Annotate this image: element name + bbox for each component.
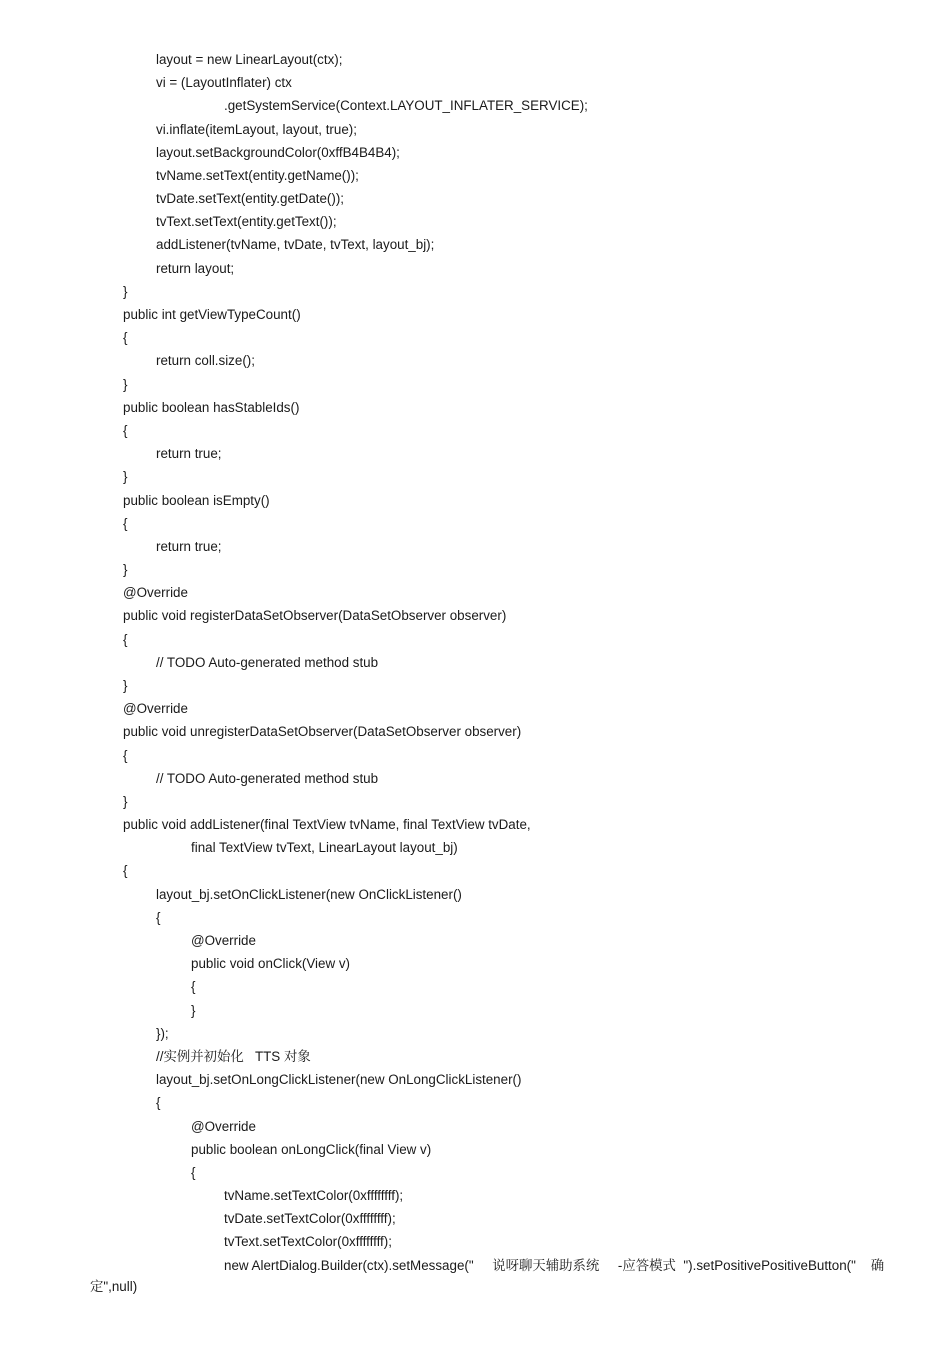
code-line: return coll.size(); <box>156 353 255 368</box>
code-line: tvDate.setTextColor(0xffffffff); <box>224 1211 396 1226</box>
code-line: vi = (LayoutInflater) ctx <box>156 75 292 90</box>
code-line: } <box>123 469 128 484</box>
code-line: public void addListener(final TextView tvName, final TextView tvDate, <box>123 817 531 832</box>
code-line: } <box>123 562 128 577</box>
code-line: { <box>191 979 196 994</box>
code-line: //实例并初始化 TTS 对象 <box>156 1049 311 1064</box>
code-line: 定",null) <box>90 1279 138 1294</box>
code-line: { <box>156 910 161 925</box>
code-line: } <box>123 678 128 693</box>
code-line: { <box>191 1165 196 1180</box>
code-line: public boolean isEmpty() <box>123 493 270 508</box>
code-line: @Override <box>123 701 188 716</box>
code-line: return true; <box>156 539 222 554</box>
code-line: public boolean onLongClick(final View v) <box>191 1142 432 1157</box>
code-line: }); <box>156 1026 169 1041</box>
code-line: layout_bj.setOnClickListener(new OnClickListener() <box>156 887 462 902</box>
code-line: addListener(tvName, tvDate, tvText, layout_bj); <box>156 237 435 252</box>
code-line: return true; <box>156 446 222 461</box>
code-line: layout = new LinearLayout(ctx); <box>156 52 343 67</box>
code-line: tvName.setText(entity.getName()); <box>156 168 359 183</box>
code-line: public void onClick(View v) <box>191 956 351 971</box>
code-line: vi.inflate(itemLayout, layout, true); <box>156 122 357 137</box>
code-line: return layout; <box>156 261 235 276</box>
code-line: } <box>123 284 128 299</box>
code-line: // TODO Auto-generated method stub <box>156 771 379 786</box>
code-line: new AlertDialog.Builder(ctx).setMessage(" 说呀聊天辅助系统 -应答模式 ").setPositivePositiveButton(" 确 <box>224 1258 885 1273</box>
code-line: layout_bj.setOnLongClickListener(new OnLongClickListener() <box>156 1072 522 1087</box>
code-line: layout.setBackgroundColor(0xffB4B4B4); <box>156 145 400 160</box>
code-line: tvDate.setText(entity.getDate()); <box>156 191 345 206</box>
code-line: public boolean hasStableIds() <box>123 400 300 415</box>
code-line: { <box>123 330 128 345</box>
code-line: public int getViewTypeCount() <box>123 307 301 322</box>
code-line: @Override <box>123 585 188 600</box>
code-line: { <box>123 863 128 878</box>
code-line: { <box>156 1095 161 1110</box>
code-line: @Override <box>191 933 256 948</box>
code-line: } <box>123 377 128 392</box>
code-line: .getSystemService(Context.LAYOUT_INFLATER_SERVICE); <box>224 98 588 113</box>
code-line: @Override <box>191 1119 256 1134</box>
code-line: { <box>123 748 128 763</box>
code-line: tvName.setTextColor(0xffffffff); <box>224 1188 404 1203</box>
code-line: } <box>191 1003 196 1018</box>
code-line: final TextView tvText, LinearLayout layout_bj) <box>191 840 458 855</box>
code-line: { <box>123 423 128 438</box>
code-line: tvText.setText(entity.getText()); <box>156 214 337 229</box>
code-line: // TODO Auto-generated method stub <box>156 655 379 670</box>
code-line: public void registerDataSetObserver(DataSetObserver observer) <box>123 608 507 623</box>
code-line: { <box>123 632 128 647</box>
code-line: public void unregisterDataSetObserver(DataSetObserver observer) <box>123 724 522 739</box>
code-line: } <box>123 794 128 809</box>
code-line: { <box>123 516 128 531</box>
code-line: tvText.setTextColor(0xffffffff); <box>224 1234 392 1249</box>
